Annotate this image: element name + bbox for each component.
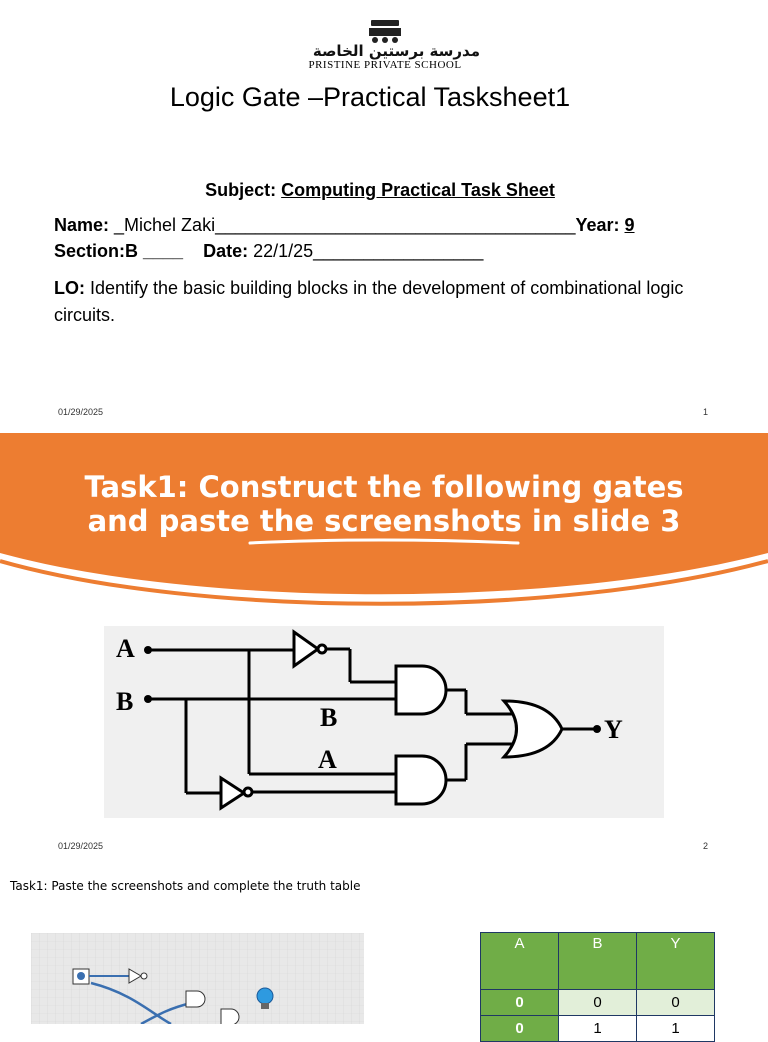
section-line bbox=[54, 241, 483, 262]
truth-table-cell[interactable]: 0 bbox=[637, 990, 715, 1016]
year-label: Year: bbox=[575, 215, 620, 235]
circuit-mid-b-label: B bbox=[320, 703, 338, 732]
year-value: 9 bbox=[624, 215, 635, 235]
circuit-input-a-label: A bbox=[116, 634, 135, 663]
slide3-instruction: Task1: Paste the screenshots and complete the truth table bbox=[10, 879, 361, 893]
table-row bbox=[481, 990, 715, 1016]
table-row bbox=[481, 1016, 715, 1042]
truth-table-header-y: Y bbox=[637, 933, 715, 990]
circuit-mid-a-label: A bbox=[318, 745, 337, 774]
banner-title-line1: Task1: Construct the following gates bbox=[84, 470, 684, 504]
truth-table-cell[interactable]: 0 bbox=[481, 990, 559, 1016]
logic-circuit-diagram bbox=[104, 626, 664, 818]
section-label: Section: bbox=[54, 241, 126, 261]
date-label: Date: bbox=[203, 241, 249, 261]
page-title: Logic Gate –Practical Tasksheet1 bbox=[169, 82, 571, 112]
truth-table-header-a: A bbox=[481, 933, 559, 990]
learning-objective bbox=[54, 275, 704, 329]
lo-label: LO: bbox=[54, 278, 85, 298]
slide1-page-number: 1 bbox=[703, 407, 709, 417]
truth-table-cell[interactable]: 0 bbox=[559, 990, 637, 1016]
truth-table-cell[interactable]: 0 bbox=[481, 1016, 559, 1042]
truth-table bbox=[480, 932, 715, 1042]
date-value: 22/1/25_________________ bbox=[248, 241, 484, 261]
truth-table-cell[interactable]: 1 bbox=[559, 1016, 637, 1042]
lo-text: Identify the basic building blocks in the development of combinational logic circuits. bbox=[54, 278, 684, 325]
subject-line bbox=[0, 180, 760, 201]
task1-banner-title bbox=[0, 470, 768, 538]
circuit-input-b-label: B bbox=[116, 687, 134, 716]
truth-table-header-b: B bbox=[559, 933, 637, 990]
output-bulb-icon bbox=[257, 988, 273, 1004]
school-name-ar: مدرسة برستين الخاصة bbox=[312, 42, 480, 60]
section-value: B ____ bbox=[125, 241, 184, 261]
subject-label: Subject: bbox=[205, 180, 277, 200]
slide2-footer-date: 01/29/2025 bbox=[58, 841, 104, 851]
truth-table-cell[interactable]: 1 bbox=[637, 1016, 715, 1042]
slide1-footer-date: 01/29/2025 bbox=[58, 407, 104, 417]
name-line bbox=[54, 215, 635, 236]
circuit-screenshot bbox=[31, 933, 364, 1024]
banner-title-line2: and paste the screenshots in slide 3 bbox=[87, 504, 681, 538]
school-name-en: PRISTINE PRIVATE SCHOOL bbox=[308, 59, 462, 71]
name-label: Name: bbox=[54, 215, 110, 235]
name-value: _Michel Zaki____________________________________ bbox=[109, 215, 576, 235]
slide2-page-number: 2 bbox=[703, 841, 709, 851]
circuit-output-y-label: Y bbox=[604, 715, 623, 744]
subject-value: Computing Practical Task Sheet bbox=[281, 180, 555, 200]
